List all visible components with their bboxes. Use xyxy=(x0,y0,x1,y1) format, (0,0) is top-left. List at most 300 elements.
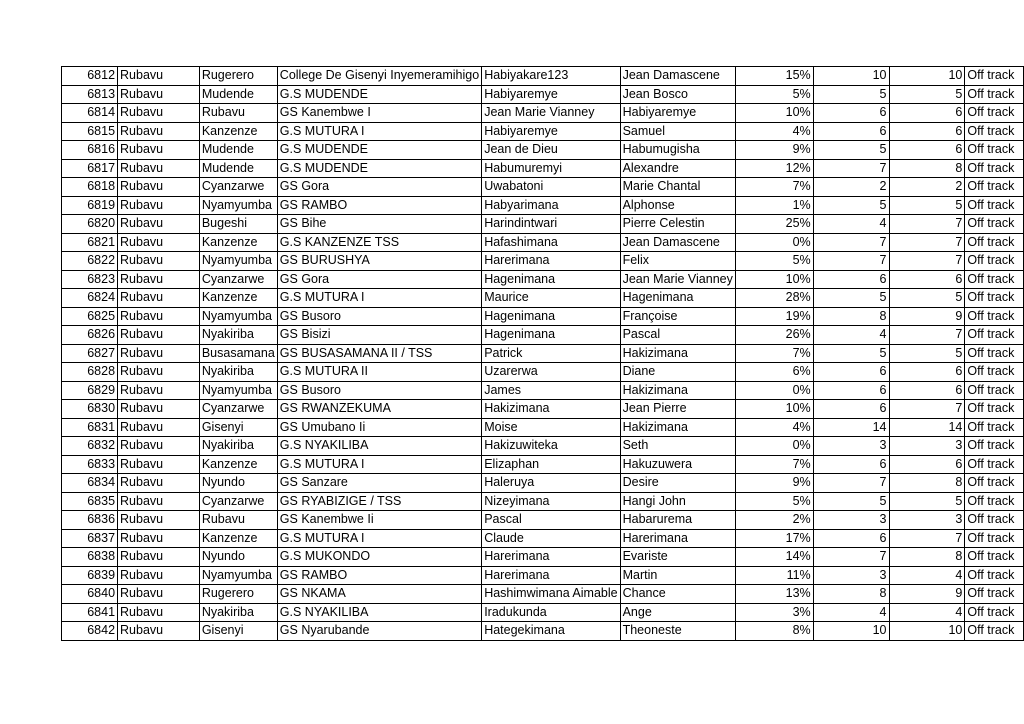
table-row xyxy=(62,455,1024,474)
cell-count-b: 7 xyxy=(889,252,965,271)
table-row xyxy=(62,67,1024,86)
cell-first-name: Seth xyxy=(620,437,735,456)
table-row xyxy=(62,474,1024,493)
cell-first-name: Harerimana xyxy=(620,529,735,548)
cell-sector: Nyundo xyxy=(199,474,277,493)
cell-last-name: Hategekimana xyxy=(482,622,620,641)
cell-district: Rubavu xyxy=(118,585,200,604)
cell-last-name: Pascal xyxy=(482,511,620,530)
cell-row-id: 6837 xyxy=(62,529,118,548)
cell-sector: Nyakiriba xyxy=(199,437,277,456)
cell-first-name: Jean Bosco xyxy=(620,85,735,104)
cell-last-name: Hashimwimana Aimable xyxy=(482,585,620,604)
cell-last-name: Jean Marie Vianney xyxy=(482,104,620,123)
cell-count-b: 10 xyxy=(889,622,965,641)
cell-count-a: 7 xyxy=(813,474,889,493)
cell-count-b: 7 xyxy=(889,529,965,548)
cell-count-b: 8 xyxy=(889,474,965,493)
cell-first-name: Hakizimana xyxy=(620,418,735,437)
cell-school: GS Sanzare xyxy=(277,474,481,493)
cell-last-name: Habiyaremye xyxy=(482,122,620,141)
cell-percent: 7% xyxy=(735,455,813,474)
cell-first-name: Jean Damascene xyxy=(620,233,735,252)
cell-first-name: Hakizimana xyxy=(620,381,735,400)
cell-status: Off track xyxy=(965,622,1024,641)
cell-district: Rubavu xyxy=(118,529,200,548)
cell-percent: 4% xyxy=(735,122,813,141)
cell-school: GS Kanembwe Ii xyxy=(277,511,481,530)
cell-status: Off track xyxy=(965,418,1024,437)
cell-district: Rubavu xyxy=(118,178,200,197)
cell-count-a: 5 xyxy=(813,85,889,104)
cell-status: Off track xyxy=(965,344,1024,363)
cell-last-name: Claude xyxy=(482,529,620,548)
table-row xyxy=(62,344,1024,363)
cell-row-id: 6821 xyxy=(62,233,118,252)
cell-first-name: Habiyaremye xyxy=(620,104,735,123)
cell-count-a: 7 xyxy=(813,252,889,271)
cell-count-b: 3 xyxy=(889,437,965,456)
cell-percent: 12% xyxy=(735,159,813,178)
cell-percent: 2% xyxy=(735,511,813,530)
cell-percent: 15% xyxy=(735,67,813,86)
cell-percent: 10% xyxy=(735,400,813,419)
cell-sector: Kanzenze xyxy=(199,455,277,474)
cell-status: Off track xyxy=(965,455,1024,474)
cell-sector: Busasamana xyxy=(199,344,277,363)
cell-status: Off track xyxy=(965,437,1024,456)
cell-percent: 10% xyxy=(735,270,813,289)
cell-percent: 3% xyxy=(735,603,813,622)
cell-district: Rubavu xyxy=(118,455,200,474)
cell-sector: Nyundo xyxy=(199,548,277,567)
table-row xyxy=(62,215,1024,234)
cell-last-name: Patrick xyxy=(482,344,620,363)
cell-first-name: Samuel xyxy=(620,122,735,141)
cell-last-name: Hafashimana xyxy=(482,233,620,252)
table-row xyxy=(62,548,1024,567)
cell-count-a: 3 xyxy=(813,566,889,585)
cell-district: Rubavu xyxy=(118,326,200,345)
cell-first-name: Martin xyxy=(620,566,735,585)
cell-count-b: 5 xyxy=(889,344,965,363)
cell-school: GS RAMBO xyxy=(277,566,481,585)
cell-district: Rubavu xyxy=(118,474,200,493)
table-body xyxy=(62,67,1024,641)
cell-count-a: 6 xyxy=(813,363,889,382)
cell-school: GS BUSASAMANA II / TSS xyxy=(277,344,481,363)
cell-sector: Kanzenze xyxy=(199,529,277,548)
table-row xyxy=(62,437,1024,456)
cell-school: G.S MUTURA I xyxy=(277,529,481,548)
table-row xyxy=(62,141,1024,160)
cell-sector: Nyamyumba xyxy=(199,307,277,326)
table-row xyxy=(62,178,1024,197)
cell-status: Off track xyxy=(965,381,1024,400)
cell-percent: 13% xyxy=(735,585,813,604)
cell-count-b: 8 xyxy=(889,159,965,178)
cell-count-a: 6 xyxy=(813,122,889,141)
table-row xyxy=(62,252,1024,271)
cell-status: Off track xyxy=(965,67,1024,86)
cell-status: Off track xyxy=(965,252,1024,271)
cell-row-id: 6818 xyxy=(62,178,118,197)
cell-status: Off track xyxy=(965,178,1024,197)
cell-district: Rubavu xyxy=(118,363,200,382)
cell-first-name: Habumugisha xyxy=(620,141,735,160)
cell-row-id: 6812 xyxy=(62,67,118,86)
cell-percent: 14% xyxy=(735,548,813,567)
cell-count-a: 7 xyxy=(813,233,889,252)
cell-count-a: 14 xyxy=(813,418,889,437)
cell-status: Off track xyxy=(965,511,1024,530)
cell-percent: 19% xyxy=(735,307,813,326)
cell-row-id: 6815 xyxy=(62,122,118,141)
cell-count-b: 10 xyxy=(889,67,965,86)
cell-sector: Gisenyi xyxy=(199,622,277,641)
cell-status: Off track xyxy=(965,141,1024,160)
cell-count-b: 7 xyxy=(889,326,965,345)
cell-sector: Mudende xyxy=(199,85,277,104)
cell-district: Rubavu xyxy=(118,196,200,215)
cell-status: Off track xyxy=(965,307,1024,326)
cell-count-b: 5 xyxy=(889,85,965,104)
table-row xyxy=(62,326,1024,345)
cell-sector: Nyamyumba xyxy=(199,381,277,400)
cell-school: G.S MUDENDE xyxy=(277,159,481,178)
cell-row-id: 6839 xyxy=(62,566,118,585)
cell-school: GS Nyarubande xyxy=(277,622,481,641)
cell-percent: 7% xyxy=(735,178,813,197)
cell-district: Rubavu xyxy=(118,566,200,585)
cell-row-id: 6841 xyxy=(62,603,118,622)
cell-row-id: 6826 xyxy=(62,326,118,345)
cell-school: GS RYABIZIGE / TSS xyxy=(277,492,481,511)
cell-sector: Kanzenze xyxy=(199,289,277,308)
cell-status: Off track xyxy=(965,474,1024,493)
cell-count-b: 6 xyxy=(889,381,965,400)
cell-row-id: 6819 xyxy=(62,196,118,215)
cell-count-a: 5 xyxy=(813,344,889,363)
cell-row-id: 6832 xyxy=(62,437,118,456)
cell-first-name: Hangi John xyxy=(620,492,735,511)
cell-sector: Cyanzarwe xyxy=(199,270,277,289)
table-row xyxy=(62,400,1024,419)
cell-school: GS Bisizi xyxy=(277,326,481,345)
cell-first-name: Alphonse xyxy=(620,196,735,215)
cell-school: G.S MUTURA I xyxy=(277,455,481,474)
table-row xyxy=(62,529,1024,548)
cell-count-a: 6 xyxy=(813,270,889,289)
cell-school: G.S NYAKILIBA xyxy=(277,437,481,456)
cell-sector: Gisenyi xyxy=(199,418,277,437)
cell-first-name: Jean Marie Vianney xyxy=(620,270,735,289)
table-row xyxy=(62,363,1024,382)
cell-row-id: 6824 xyxy=(62,289,118,308)
cell-district: Rubavu xyxy=(118,233,200,252)
cell-row-id: 6830 xyxy=(62,400,118,419)
cell-last-name: Hagenimana xyxy=(482,270,620,289)
cell-district: Rubavu xyxy=(118,511,200,530)
cell-count-b: 5 xyxy=(889,492,965,511)
cell-sector: Cyanzarwe xyxy=(199,492,277,511)
cell-first-name: Hakizimana xyxy=(620,344,735,363)
cell-school: G.S NYAKILIBA xyxy=(277,603,481,622)
cell-first-name: Alexandre xyxy=(620,159,735,178)
cell-status: Off track xyxy=(965,363,1024,382)
cell-last-name: Habumuremyi xyxy=(482,159,620,178)
cell-sector: Kanzenze xyxy=(199,233,277,252)
cell-first-name: Pascal xyxy=(620,326,735,345)
cell-count-a: 6 xyxy=(813,455,889,474)
table-row xyxy=(62,566,1024,585)
cell-last-name: Harerimana xyxy=(482,566,620,585)
cell-sector: Cyanzarwe xyxy=(199,400,277,419)
table-row xyxy=(62,622,1024,641)
cell-percent: 28% xyxy=(735,289,813,308)
cell-district: Rubavu xyxy=(118,215,200,234)
cell-school: G.S MUKONDO xyxy=(277,548,481,567)
cell-status: Off track xyxy=(965,529,1024,548)
cell-count-a: 7 xyxy=(813,548,889,567)
cell-last-name: Hagenimana xyxy=(482,326,620,345)
cell-row-id: 6831 xyxy=(62,418,118,437)
cell-school: GS Bihe xyxy=(277,215,481,234)
cell-count-b: 9 xyxy=(889,585,965,604)
cell-school: G.S MUDENDE xyxy=(277,85,481,104)
cell-count-b: 4 xyxy=(889,603,965,622)
cell-row-id: 6836 xyxy=(62,511,118,530)
cell-count-b: 9 xyxy=(889,307,965,326)
table-row xyxy=(62,307,1024,326)
table-row xyxy=(62,418,1024,437)
cell-count-b: 6 xyxy=(889,122,965,141)
cell-last-name: Habiyaremye xyxy=(482,85,620,104)
cell-first-name: Hagenimana xyxy=(620,289,735,308)
cell-count-a: 6 xyxy=(813,529,889,548)
cell-count-a: 3 xyxy=(813,511,889,530)
cell-school: College De Gisenyi Inyemeramihigo xyxy=(277,67,481,86)
cell-count-b: 7 xyxy=(889,215,965,234)
cell-last-name: James xyxy=(482,381,620,400)
cell-row-id: 6817 xyxy=(62,159,118,178)
table-row xyxy=(62,104,1024,123)
cell-percent: 9% xyxy=(735,141,813,160)
cell-status: Off track xyxy=(965,233,1024,252)
table-row xyxy=(62,233,1024,252)
cell-percent: 26% xyxy=(735,326,813,345)
cell-sector: Nyakiriba xyxy=(199,363,277,382)
cell-count-a: 6 xyxy=(813,400,889,419)
cell-row-id: 6835 xyxy=(62,492,118,511)
cell-sector: Bugeshi xyxy=(199,215,277,234)
cell-percent: 0% xyxy=(735,381,813,400)
cell-school: G.S MUDENDE xyxy=(277,141,481,160)
cell-school: GS Umubano Ii xyxy=(277,418,481,437)
cell-percent: 1% xyxy=(735,196,813,215)
cell-district: Rubavu xyxy=(118,270,200,289)
cell-count-b: 5 xyxy=(889,196,965,215)
cell-count-b: 7 xyxy=(889,400,965,419)
cell-count-a: 3 xyxy=(813,437,889,456)
cell-count-a: 10 xyxy=(813,67,889,86)
cell-percent: 0% xyxy=(735,233,813,252)
cell-school: GS Busoro xyxy=(277,307,481,326)
cell-last-name: Hakizuwiteka xyxy=(482,437,620,456)
cell-last-name: Iradukunda xyxy=(482,603,620,622)
cell-district: Rubavu xyxy=(118,400,200,419)
cell-row-id: 6813 xyxy=(62,85,118,104)
cell-district: Rubavu xyxy=(118,418,200,437)
cell-last-name: Habiyakare123 xyxy=(482,67,620,86)
cell-count-b: 8 xyxy=(889,548,965,567)
cell-status: Off track xyxy=(965,289,1024,308)
cell-row-id: 6828 xyxy=(62,363,118,382)
cell-first-name: Evariste xyxy=(620,548,735,567)
cell-count-b: 4 xyxy=(889,566,965,585)
cell-count-b: 6 xyxy=(889,455,965,474)
cell-sector: Nyamyumba xyxy=(199,196,277,215)
cell-row-id: 6842 xyxy=(62,622,118,641)
cell-percent: 9% xyxy=(735,474,813,493)
cell-count-a: 4 xyxy=(813,603,889,622)
cell-school: G.S MUTURA I xyxy=(277,289,481,308)
cell-sector: Rugerero xyxy=(199,67,277,86)
cell-row-id: 6838 xyxy=(62,548,118,567)
cell-sector: Kanzenze xyxy=(199,122,277,141)
cell-school: G.S MUTURA II xyxy=(277,363,481,382)
cell-percent: 5% xyxy=(735,252,813,271)
cell-school: GS BURUSHYA xyxy=(277,252,481,271)
cell-row-id: 6834 xyxy=(62,474,118,493)
cell-district: Rubavu xyxy=(118,122,200,141)
cell-district: Rubavu xyxy=(118,85,200,104)
cell-status: Off track xyxy=(965,585,1024,604)
cell-first-name: Françoise xyxy=(620,307,735,326)
cell-last-name: Harerimana xyxy=(482,548,620,567)
cell-percent: 7% xyxy=(735,344,813,363)
cell-first-name: Diane xyxy=(620,363,735,382)
table-row xyxy=(62,270,1024,289)
cell-district: Rubavu xyxy=(118,437,200,456)
cell-first-name: Habarurema xyxy=(620,511,735,530)
cell-school: GS RAMBO xyxy=(277,196,481,215)
cell-count-b: 14 xyxy=(889,418,965,437)
cell-district: Rubavu xyxy=(118,548,200,567)
table-row xyxy=(62,511,1024,530)
data-table xyxy=(61,66,1024,641)
cell-count-a: 8 xyxy=(813,585,889,604)
table-row xyxy=(62,603,1024,622)
cell-first-name: Jean Damascene xyxy=(620,67,735,86)
cell-last-name: Nizeyimana xyxy=(482,492,620,511)
cell-last-name: Jean de Dieu xyxy=(482,141,620,160)
cell-status: Off track xyxy=(965,603,1024,622)
cell-row-id: 6814 xyxy=(62,104,118,123)
cell-count-a: 2 xyxy=(813,178,889,197)
table-row xyxy=(62,289,1024,308)
cell-sector: Mudende xyxy=(199,159,277,178)
cell-count-b: 6 xyxy=(889,104,965,123)
table-row xyxy=(62,122,1024,141)
cell-percent: 4% xyxy=(735,418,813,437)
cell-count-a: 5 xyxy=(813,141,889,160)
cell-status: Off track xyxy=(965,566,1024,585)
cell-percent: 5% xyxy=(735,492,813,511)
cell-status: Off track xyxy=(965,85,1024,104)
cell-row-id: 6822 xyxy=(62,252,118,271)
cell-school: G.S KANZENZE TSS xyxy=(277,233,481,252)
cell-district: Rubavu xyxy=(118,307,200,326)
cell-status: Off track xyxy=(965,270,1024,289)
table-row xyxy=(62,85,1024,104)
cell-school: GS Kanembwe I xyxy=(277,104,481,123)
cell-district: Rubavu xyxy=(118,159,200,178)
cell-status: Off track xyxy=(965,196,1024,215)
cell-count-b: 6 xyxy=(889,141,965,160)
cell-district: Rubavu xyxy=(118,381,200,400)
table-row xyxy=(62,196,1024,215)
table-row xyxy=(62,585,1024,604)
cell-last-name: Moise xyxy=(482,418,620,437)
cell-last-name: Elizaphan xyxy=(482,455,620,474)
cell-count-a: 6 xyxy=(813,381,889,400)
cell-district: Rubavu xyxy=(118,141,200,160)
cell-district: Rubavu xyxy=(118,344,200,363)
cell-sector: Nyakiriba xyxy=(199,603,277,622)
cell-last-name: Haleruya xyxy=(482,474,620,493)
cell-last-name: Hakizimana xyxy=(482,400,620,419)
cell-count-a: 7 xyxy=(813,159,889,178)
cell-sector: Nyakiriba xyxy=(199,326,277,345)
cell-status: Off track xyxy=(965,548,1024,567)
cell-count-a: 6 xyxy=(813,104,889,123)
cell-row-id: 6829 xyxy=(62,381,118,400)
cell-row-id: 6820 xyxy=(62,215,118,234)
cell-sector: Rugerero xyxy=(199,585,277,604)
cell-count-a: 8 xyxy=(813,307,889,326)
cell-district: Rubavu xyxy=(118,67,200,86)
cell-last-name: Uzarerwa xyxy=(482,363,620,382)
cell-percent: 8% xyxy=(735,622,813,641)
cell-status: Off track xyxy=(965,159,1024,178)
cell-status: Off track xyxy=(965,215,1024,234)
cell-count-a: 5 xyxy=(813,196,889,215)
cell-row-id: 6827 xyxy=(62,344,118,363)
cell-row-id: 6840 xyxy=(62,585,118,604)
cell-count-b: 3 xyxy=(889,511,965,530)
table-row xyxy=(62,159,1024,178)
cell-sector: Nyamyumba xyxy=(199,252,277,271)
cell-last-name: Hagenimana xyxy=(482,307,620,326)
cell-first-name: Pierre Celestin xyxy=(620,215,735,234)
table-row xyxy=(62,381,1024,400)
cell-count-a: 10 xyxy=(813,622,889,641)
table-row xyxy=(62,492,1024,511)
cell-count-b: 5 xyxy=(889,289,965,308)
cell-school: GS Busoro xyxy=(277,381,481,400)
cell-school: G.S MUTURA I xyxy=(277,122,481,141)
cell-first-name: Hakuzuwera xyxy=(620,455,735,474)
cell-row-id: 6833 xyxy=(62,455,118,474)
cell-percent: 25% xyxy=(735,215,813,234)
cell-first-name: Felix xyxy=(620,252,735,271)
cell-count-a: 4 xyxy=(813,215,889,234)
cell-district: Rubavu xyxy=(118,289,200,308)
cell-percent: 10% xyxy=(735,104,813,123)
cell-district: Rubavu xyxy=(118,252,200,271)
cell-district: Rubavu xyxy=(118,104,200,123)
